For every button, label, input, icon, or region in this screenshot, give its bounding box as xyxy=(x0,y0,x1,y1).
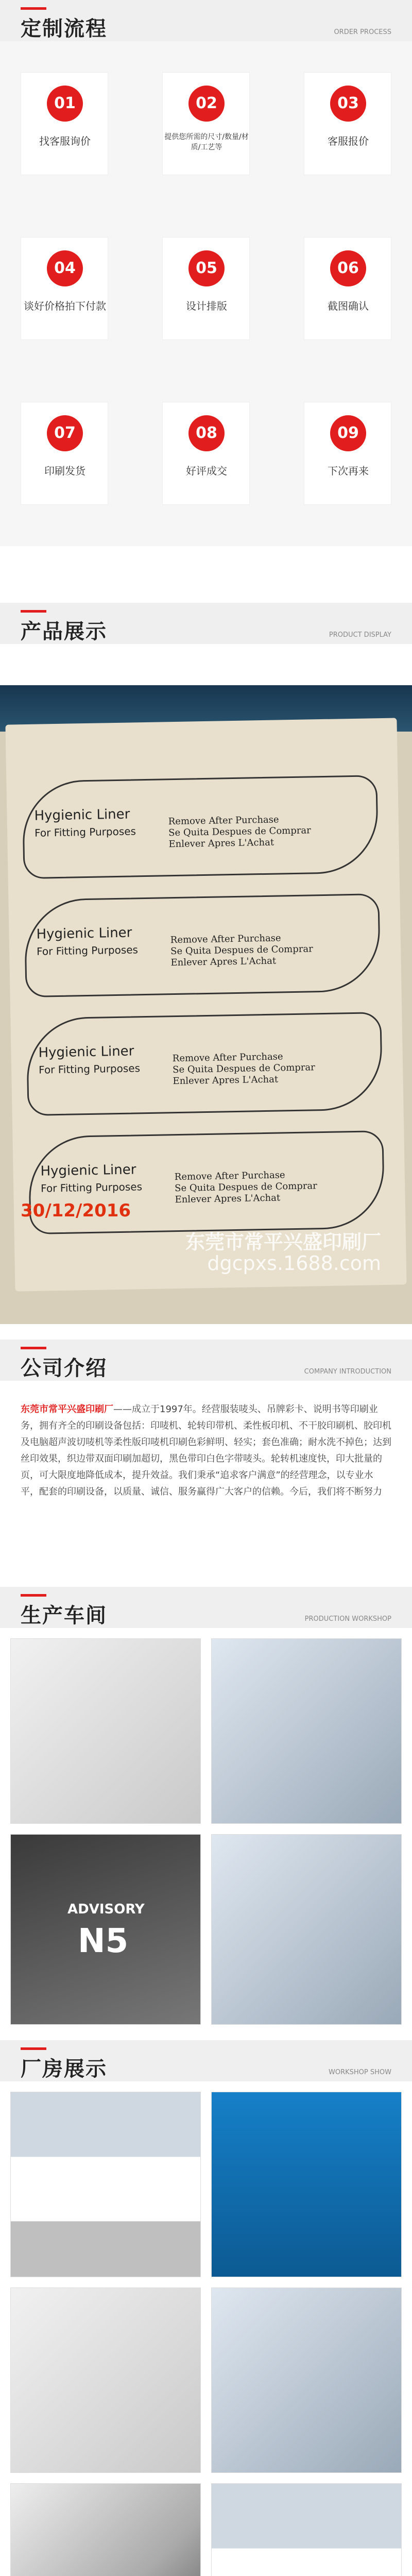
section-header-factory xyxy=(0,2040,412,2081)
step-card xyxy=(304,402,391,505)
shirt-text: ADVISORY xyxy=(67,1902,145,1917)
step-number: 06 xyxy=(330,250,366,286)
label-subtitle: For Fitting Purposes xyxy=(36,943,139,958)
label-subtitle: For Fitting Purposes xyxy=(38,1062,141,1076)
company-intro xyxy=(21,1401,391,1500)
step-card xyxy=(21,72,108,175)
label-title: Hygienic Liner xyxy=(36,925,132,942)
step-number: 09 xyxy=(330,415,366,451)
step-number: 04 xyxy=(47,250,83,286)
label-text: Remove After Purchase Se Quita Despues de Comprar Enlever Apres L'Achat xyxy=(168,814,311,850)
section-header-product xyxy=(0,603,412,644)
step-number: 05 xyxy=(188,250,225,286)
step-label: 客服报价 xyxy=(328,135,369,147)
shirt-number: N5 xyxy=(78,1922,129,1960)
step-label: 设计排版 xyxy=(186,300,227,312)
accent-bar xyxy=(21,2047,46,2050)
accent-bar xyxy=(21,7,46,10)
step-card xyxy=(304,237,391,340)
label-title: Hygienic Liner xyxy=(34,806,130,824)
section-title-en: WORKSHOP SHOW xyxy=(329,2069,391,2076)
step-card xyxy=(162,402,250,505)
label-subtitle: For Fitting Purposes xyxy=(34,825,136,839)
workshop-photo xyxy=(10,1834,201,2025)
step-card xyxy=(21,402,108,505)
section-title: 定制流程 xyxy=(21,17,107,41)
hygienic-liner-label xyxy=(26,1012,383,1116)
step-number: 07 xyxy=(47,415,83,451)
section-title-en: PRODUCT DISPLAY xyxy=(329,631,391,639)
section-title: 公司介绍 xyxy=(21,1357,107,1380)
step-label: 找客服询价 xyxy=(39,135,91,147)
section-title-en: COMPANY INTRODUCTION xyxy=(304,1368,391,1376)
step-number: 03 xyxy=(330,86,366,122)
workshop-photo xyxy=(10,1638,201,1824)
section-header-workshop xyxy=(0,1587,412,1628)
section-header-company xyxy=(0,1340,412,1381)
factory-photo xyxy=(211,2483,402,2576)
step-card xyxy=(162,237,250,340)
company-intro-text: ——成立于1997年。经营服装唛头、吊牌彩卡、说明书等印刷业务，拥有齐全的印刷设备包括：印唛机、轮转印带机、柔性板印机、不干胶印刷机、胶印机及电脑超声波切唛机等柔性版印唛机印刷色彩鲜明、轻实；套色准确；耐水洗不掉色；达到丝印效果，织边带双面印刷加超切，黑色带印白色字带唛头。轮转机速度快，印大批量的页，可大限度地降低成本，提升效益。我们秉承“追求客户满意”的经营理念，以专业水平，配套的印刷设备，以质量、诚信、服务赢得广大客户的信赖。今后，我们将不断努力 xyxy=(21,1404,391,1497)
accent-bar xyxy=(21,610,46,613)
factory-photo xyxy=(10,2483,201,2576)
label-text: Remove After Purchase Se Quita Despues de Comprar Enlever Apres L'Achat xyxy=(174,1170,317,1206)
workshop-photo xyxy=(211,1834,402,2025)
watermark-name: 东莞市常平兴盛印刷厂 xyxy=(185,1231,381,1253)
step-number: 08 xyxy=(188,415,225,451)
step-label: 提供您所需的尺寸/数量/材质/工艺等 xyxy=(164,133,249,151)
step-label: 好评成交 xyxy=(186,465,227,477)
watermark-url: dgcpxs.1688.com xyxy=(207,1252,381,1275)
process-steps xyxy=(0,41,412,546)
label-text: Remove After Purchase Se Quita Despues de Comprar Enlever Apres L'Achat xyxy=(170,933,313,969)
section-title: 生产车间 xyxy=(21,1604,107,1628)
workshop-photo xyxy=(211,1638,402,1824)
factory-photo xyxy=(211,2092,402,2277)
accent-bar xyxy=(21,1594,46,1597)
factory-photo xyxy=(10,2092,201,2277)
hygienic-liner-label xyxy=(24,893,381,997)
date-stamp: 30/12/2016 xyxy=(21,1200,131,1221)
product-photo xyxy=(0,685,412,1324)
step-label: 截图确认 xyxy=(328,300,369,312)
label-text: Remove After Purchase Se Quita Despues de Comprar Enlever Apres L'Achat xyxy=(172,1051,315,1087)
step-card xyxy=(304,72,391,175)
accent-bar xyxy=(21,1347,46,1349)
step-card xyxy=(21,237,108,340)
step-number: 02 xyxy=(188,86,225,122)
step-label: 下次再来 xyxy=(328,465,369,477)
label-title: Hygienic Liner xyxy=(40,1162,136,1179)
step-card xyxy=(162,72,250,175)
step-number: 01 xyxy=(47,86,83,122)
factory-photo xyxy=(211,2287,402,2473)
step-label: 谈好价格拍下付款 xyxy=(24,300,106,312)
section-title: 厂房展示 xyxy=(21,2057,107,2081)
label-subtitle: For Fitting Purposes xyxy=(40,1180,143,1195)
section-title: 产品展示 xyxy=(21,620,107,643)
section-title-en: PRODUCTION WORKSHOP xyxy=(304,1615,391,1623)
company-name: 东莞市常平兴盛印刷厂 xyxy=(21,1404,113,1415)
factory-photo xyxy=(10,2287,201,2473)
step-label: 印刷发货 xyxy=(44,465,85,477)
section-title-en: ORDER PROCESS xyxy=(334,28,391,36)
hygienic-liner-label xyxy=(22,775,379,879)
label-title: Hygienic Liner xyxy=(38,1043,134,1061)
section-header-custom xyxy=(0,0,412,41)
